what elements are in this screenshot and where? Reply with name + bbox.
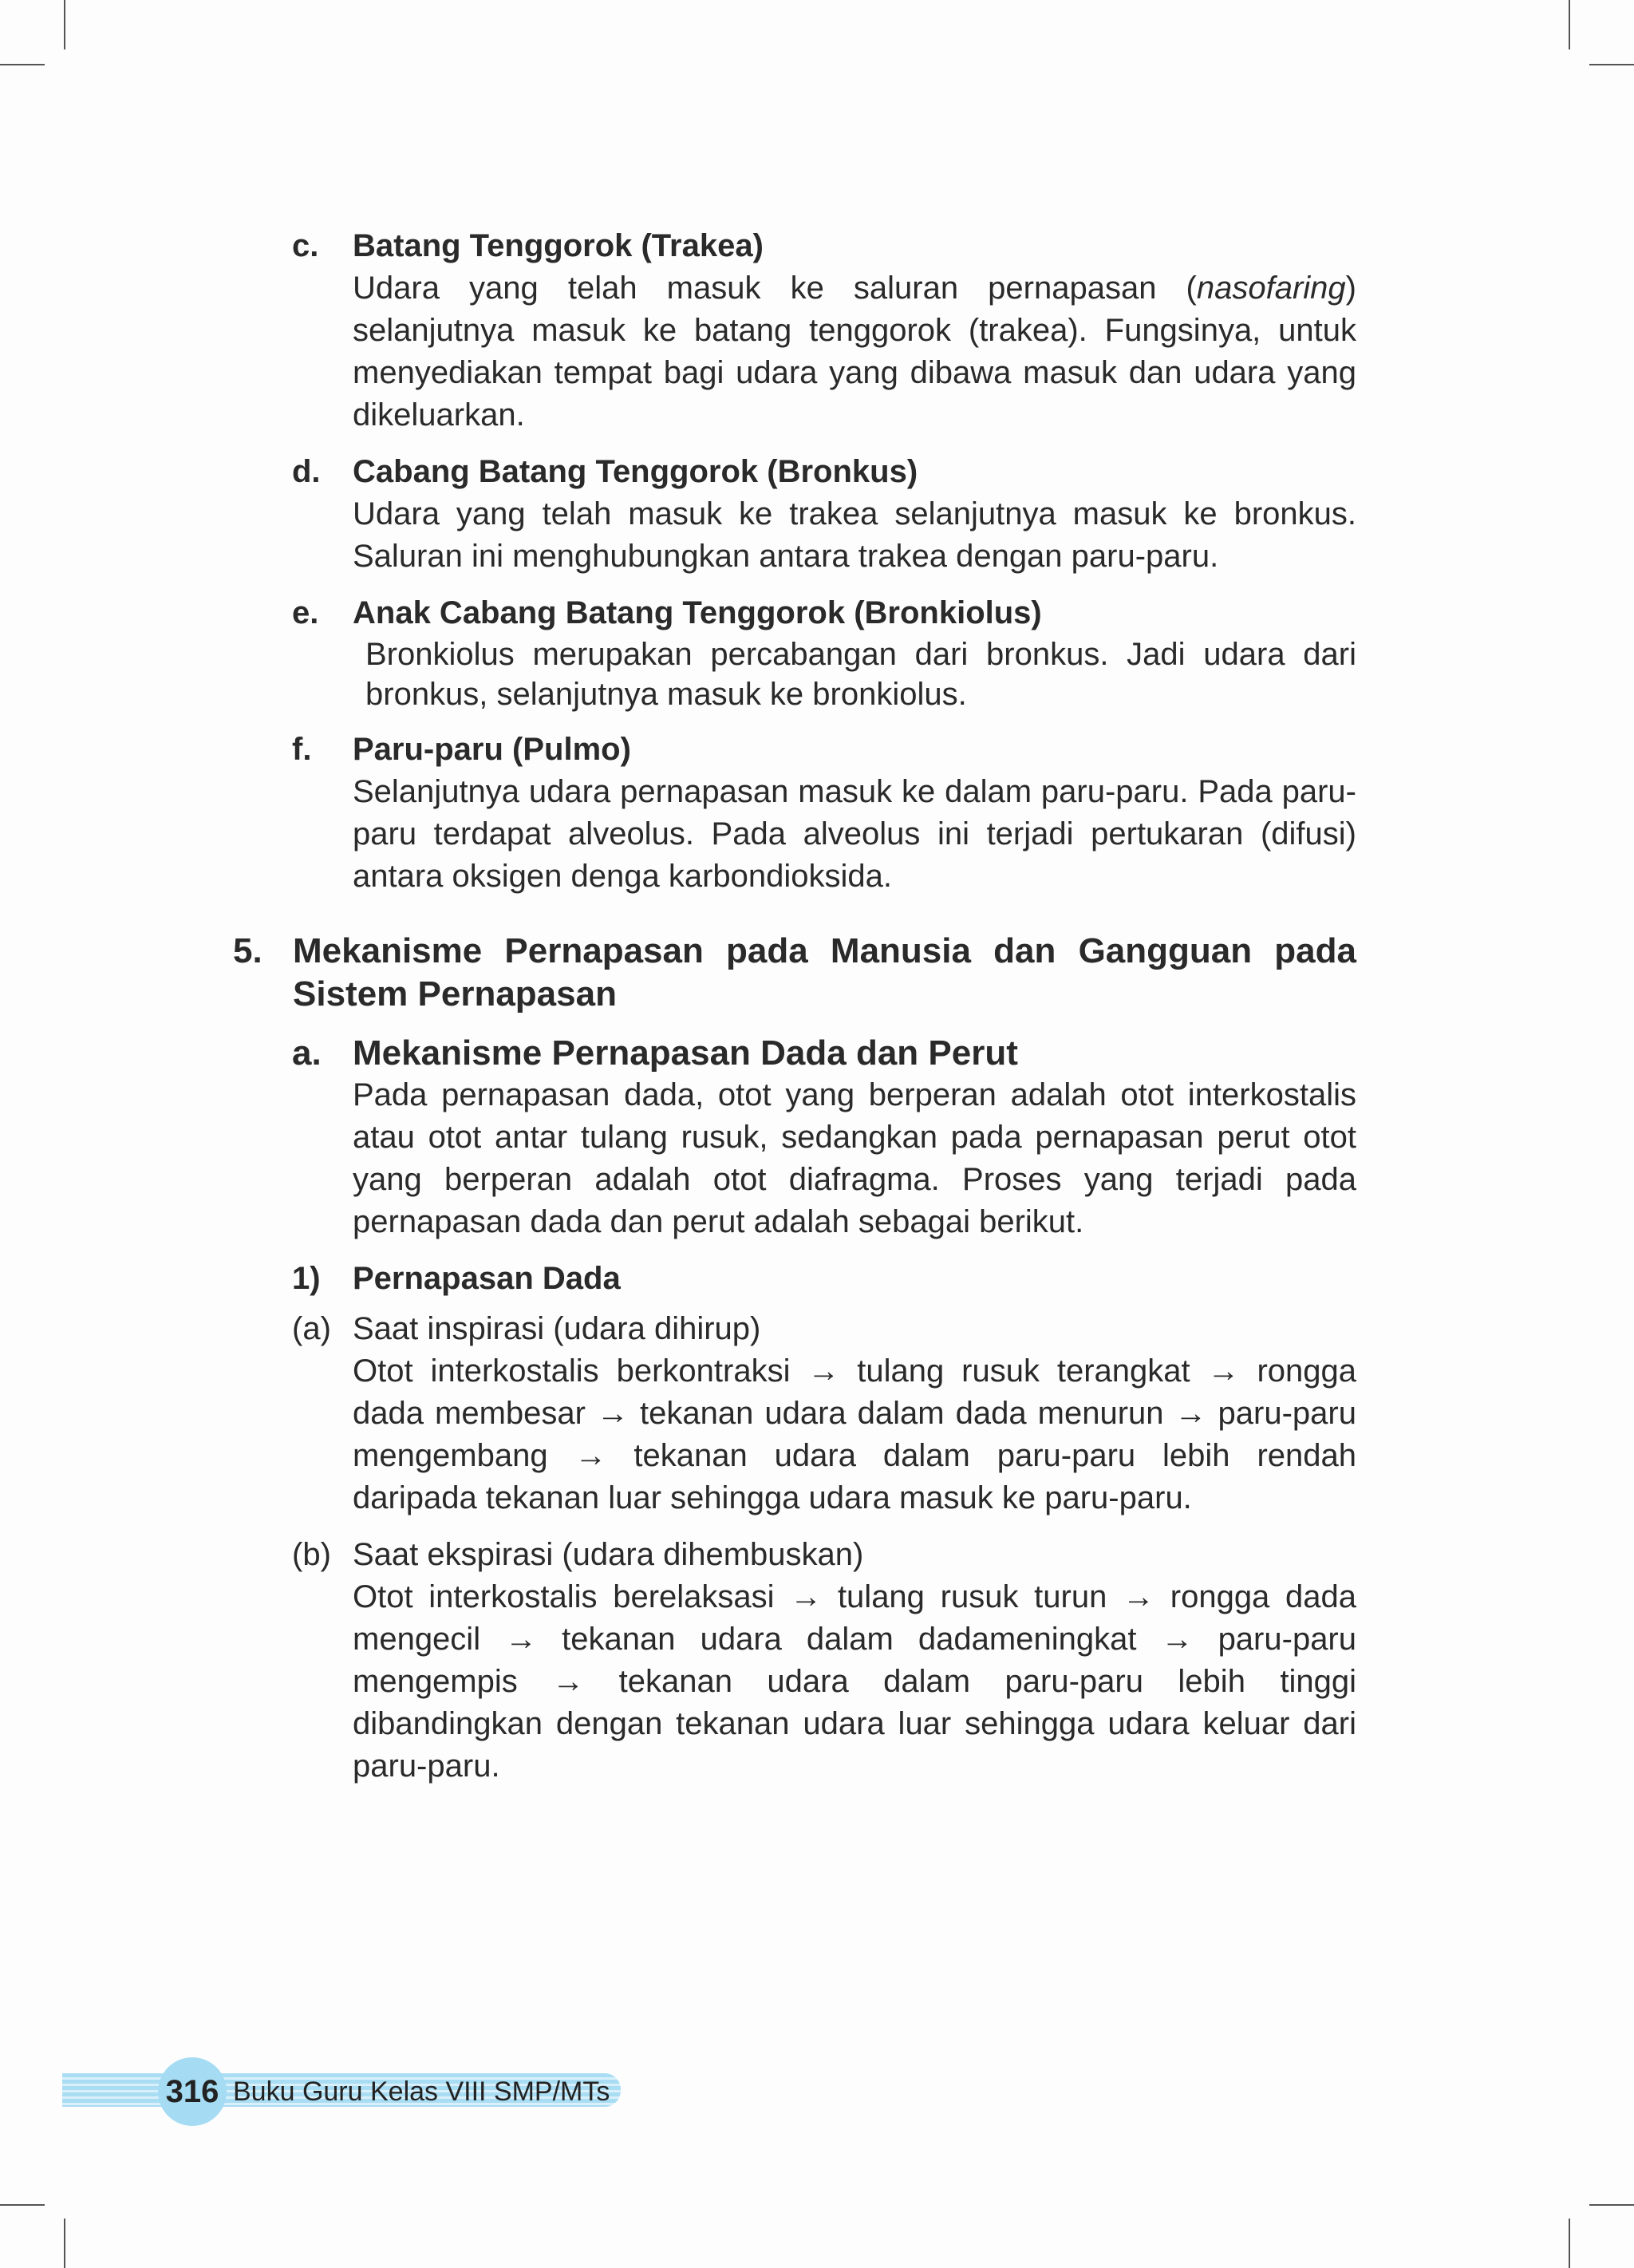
item-marker: e. bbox=[292, 595, 319, 630]
italic-term: nasofaring bbox=[1196, 271, 1346, 306]
crop-mark bbox=[1589, 64, 1634, 65]
list-item-bronkus bbox=[233, 451, 1356, 578]
subsection-pernapasan-dada bbox=[233, 1258, 1356, 1300]
item-marker: (b) bbox=[292, 1537, 331, 1572]
page-content bbox=[233, 225, 1356, 1788]
item-text: Otot interkostalis berelaksasi → tulang rusuk turun → rongga dada mengecil → tekanan udara dalam dadameningkat → paru-paru mengempis → tekanan udara dalam paru-paru lebih tinggi dibandingkan dengan tekanan udara luar sehingga udara keluar dari paru-paru. bbox=[353, 1579, 1356, 1784]
item-marker: (a) bbox=[292, 1311, 331, 1346]
list-item-paru-paru bbox=[233, 729, 1356, 898]
list-item-bronkiolus bbox=[233, 592, 1356, 714]
crop-mark bbox=[1569, 2219, 1570, 2268]
section-heading bbox=[233, 930, 1356, 1016]
item-subtitle: Saat inspirasi (udara dihirup) bbox=[353, 1311, 761, 1346]
subsection-title: Mekanisme Pernapasan Dada dan Perut bbox=[353, 1033, 1018, 1073]
crop-mark bbox=[0, 2204, 45, 2206]
crop-mark bbox=[0, 64, 45, 65]
item-marker: c. bbox=[292, 228, 319, 263]
crop-mark bbox=[64, 0, 65, 49]
item-text: Otot interkostalis berkontraksi → tulang rusuk terangkat → rongga dada membesar → tekanan udara dalam dada menurun → paru-paru mengembang → tekanan udara dalam paru-paru lebih rendah daripada tekanan luar sehingga udara masuk ke paru-paru. bbox=[353, 1353, 1356, 1515]
list-item-ekspirasi bbox=[233, 1534, 1356, 1788]
subsection-mekanisme bbox=[233, 1032, 1356, 1243]
item-text bbox=[353, 267, 1356, 437]
item-marker: a. bbox=[292, 1033, 322, 1073]
item-text: Bronkiolus merupakan percabangan dari bronkus. Jadi udara dari bronkus, selanjutnya masuk ke bronkiolus. bbox=[365, 637, 1356, 712]
item-title: Anak Cabang Batang Tenggorok (Bronkiolus) bbox=[353, 595, 1042, 630]
page-number: 316 bbox=[165, 2074, 219, 2109]
crop-mark bbox=[1589, 2204, 1634, 2206]
section-marker: 5. bbox=[233, 931, 262, 970]
item-text: Udara yang telah masuk ke trakea selanjutnya masuk ke bronkus. Saluran ini menghubungkan antara trakea dengan paru-paru. bbox=[353, 496, 1356, 574]
item-subtitle: Saat ekspirasi (udara dihembuskan) bbox=[353, 1537, 864, 1572]
item-marker: 1) bbox=[292, 1261, 321, 1296]
list-item-inspirasi bbox=[233, 1308, 1356, 1519]
item-text: Selanjutnya udara pernapasan masuk ke dalam paru-paru. Pada paru-paru terdapat alveolus. Pada alveolus ini terjadi pertukaran (difusi) antara oksigen denga karbondioksida. bbox=[353, 774, 1356, 894]
item-marker: f. bbox=[292, 732, 312, 767]
footer-book-title: Buku Guru Kelas VIII SMP/MTs bbox=[233, 2076, 610, 2107]
crop-mark bbox=[64, 2219, 65, 2268]
section-title: Mekanisme Pernapasan pada Manusia dan Gangguan pada Sistem Pernapasan bbox=[293, 931, 1356, 1013]
text-part: ) bbox=[1345, 271, 1356, 306]
crop-mark bbox=[1569, 0, 1570, 49]
item-marker: d. bbox=[292, 454, 321, 489]
list-item-trakea bbox=[233, 225, 1356, 437]
item-title: Pernapasan Dada bbox=[353, 1261, 621, 1296]
item-text: Pada pernapasan dada, otot yang berperan adalah otot interkostalis atau otot antar tulang rusuk, sedangkan pada pernapasan perut otot yang berperan adalah otot diafragma. Proses yang terjadi pada pernapasan dada dan perut adalah sebagai berikut. bbox=[353, 1077, 1356, 1239]
item-title: Paru-paru (Pulmo) bbox=[353, 732, 631, 767]
item-title: Batang Tenggorok (Trakea) bbox=[353, 228, 764, 263]
item-title: Cabang Batang Tenggorok (Bronkus) bbox=[353, 454, 918, 489]
text-part: selanjutnya masuk ke batang tenggorok (trakea). Fungsinya, untuk menyediakan tempat bagi udara yang dibawa masuk dan udara yang dikeluarkan. bbox=[353, 313, 1356, 433]
text-part: Udara yang telah masuk ke saluran pernapasan ( bbox=[353, 271, 1197, 306]
